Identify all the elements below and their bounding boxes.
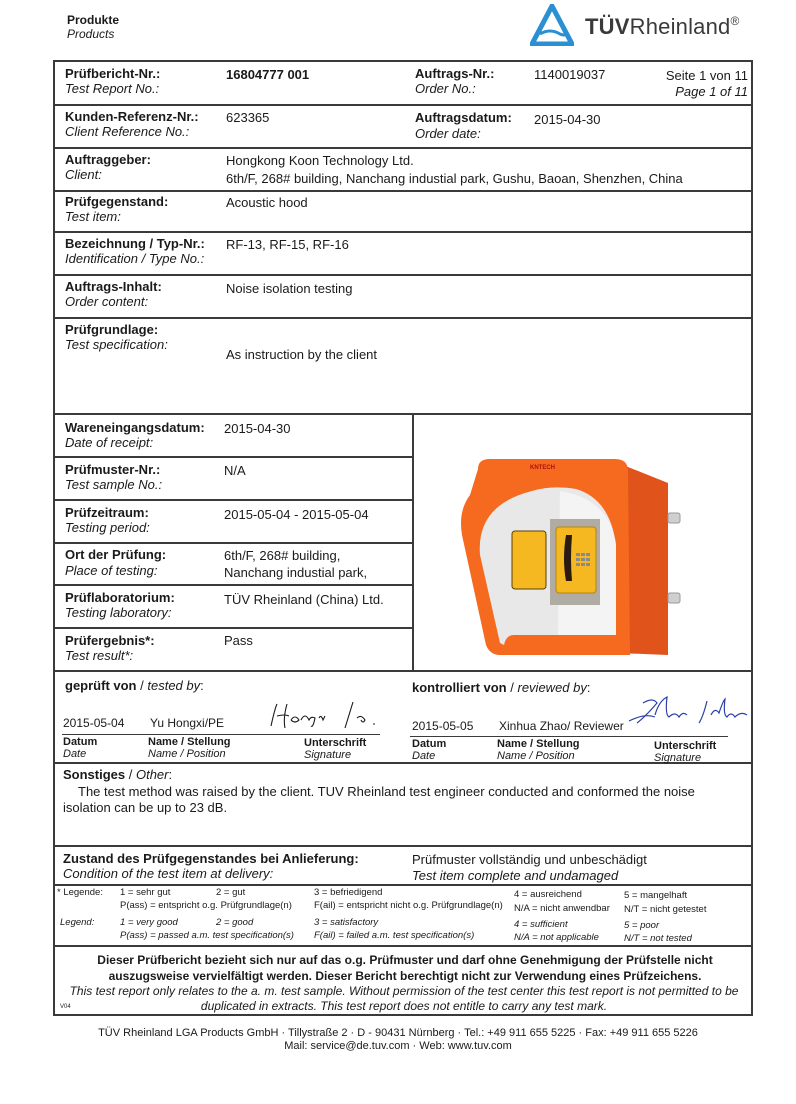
- result-value: Pass: [224, 633, 253, 648]
- footer-address: TÜV Rheinland LGA Products GmbH · Tillystraße 2 · D - 90431 Nürnberg · Tel.: +49 911 655 5225 · Fax: +49 911 655 5226: [98, 1027, 698, 1039]
- other-title: Sonstiges / Other:: [63, 767, 173, 782]
- divider: [53, 584, 413, 586]
- division-label-de: Produkte: [67, 13, 120, 27]
- test-item-label-en: Test item:: [65, 209, 121, 224]
- footer-contact: Mail: service@de.tuv.com · Web: www.tuv.com: [284, 1040, 512, 1052]
- report-no-label-de: Prüfbericht-Nr.:: [65, 66, 161, 81]
- divider: [53, 274, 753, 276]
- period-label-de: Prüfzeitraum:: [65, 505, 149, 520]
- col-date-de: Datum: [63, 736, 98, 748]
- col-date-en: Date: [63, 748, 87, 760]
- logo-regular-text: Rheinland: [629, 14, 731, 39]
- legend-item: N/A = not applicable: [514, 932, 599, 943]
- lab-label-de: Prüflaboratorium:: [65, 590, 175, 605]
- legend-item: 3 = befriedigend: [314, 887, 383, 898]
- legend-item: N/T = not tested: [624, 933, 692, 944]
- place-label-de: Ort der Prüfung:: [65, 547, 167, 562]
- legend-item: 2 = good: [216, 917, 254, 928]
- disclaimer-de-line1: Dieser Prüfbericht bezieht sich nur auf das o.g. Prüfmuster und darf ohne Genehmigung der Prüfstelle nicht: [97, 953, 713, 967]
- page-indicator-en: Page 1 of 11: [675, 84, 748, 99]
- col-name-de: Name / Stellung: [148, 736, 231, 748]
- divider: [53, 670, 753, 672]
- reviewed-by-en: reviewed by: [517, 680, 587, 695]
- form-version: V04: [60, 1004, 71, 1010]
- sample-label-en: Test sample No.:: [65, 477, 163, 492]
- order-content-label-de: Auftrags-Inhalt:: [65, 279, 162, 294]
- legend-item: 4 = ausreichend: [514, 889, 582, 900]
- col-signature-en: Signature: [304, 749, 352, 761]
- place-value-line2: Nanchang industial park,: [224, 565, 368, 580]
- divider: [53, 317, 753, 319]
- client-label-de: Auftraggeber:: [65, 152, 151, 167]
- order-content-label-en: Order content:: [65, 294, 149, 309]
- period-value: 2015-05-04 - 2015-05-04: [224, 507, 369, 522]
- divider: [53, 945, 753, 947]
- order-date-label-de: Auftragsdatum:: [415, 110, 512, 125]
- condition-value-de: Prüfmuster vollständig und unbeschädigt: [412, 852, 647, 867]
- type-value: RF-13, RF-15, RF-16: [226, 237, 349, 252]
- legend-item: 4 = sufficient: [514, 919, 568, 930]
- col-signature-de: Unterschrift: [654, 740, 717, 752]
- divider: [53, 499, 413, 501]
- division-label-en: Products: [67, 27, 115, 41]
- legend-item: P(ass) = entspricht o.g. Prüfgrundlage(n): [120, 900, 292, 911]
- order-no-label-en: Order No.:: [415, 81, 476, 96]
- other-text-line2: isolation can be up to 23 dB.: [63, 800, 228, 815]
- tested-name: Yu Hongxi/PE: [150, 716, 225, 730]
- legend-item: 3 = satisfactory: [314, 917, 379, 928]
- type-label-en: Identification / Type No.:: [65, 251, 205, 266]
- test-item-label-de: Prüfgegenstand:: [65, 194, 169, 209]
- disclaimer-de: [60, 952, 750, 984]
- reviewed-by-title: kontrolliert von / reviewed by:: [412, 680, 591, 695]
- legend-item: F(ail) = entspricht nicht o.g. Prüfgrundlage(n): [314, 900, 503, 911]
- page-indicator-de: Seite 1 von 11: [665, 68, 748, 83]
- legend-item: 5 = mangelhaft: [624, 890, 688, 901]
- disclaimer-de-line2: auszugsweise vervielfältigt werden. Dieser Bericht berechtigt nicht zur Verwendung eines Prüfzeichens.: [108, 969, 702, 983]
- report-no-label-en: Test Report No.:: [65, 81, 160, 96]
- client-name: Hongkong Koon Technology Ltd.: [226, 153, 414, 168]
- divider: [412, 413, 414, 670]
- divider: [53, 845, 753, 847]
- client-ref-label-de: Kunden-Referenz-Nr.:: [65, 109, 199, 124]
- logo-bold-text: TÜV: [585, 14, 630, 39]
- other-text-line1: The test method was raised by the client. TUV Rheinland test engineer conducted and conformed the noise: [78, 784, 695, 799]
- reviewed-name: Xinhua Zhao/ Reviewer: [499, 719, 624, 733]
- product-image: [440, 455, 690, 655]
- place-label-en: Place of testing:: [65, 563, 158, 578]
- tuv-rheinland-logo: [585, 14, 740, 40]
- other-title-de: Sonstiges: [63, 767, 126, 782]
- legend-item: 1 = sehr gut: [120, 887, 171, 898]
- legend-title-de: * Legende:: [57, 887, 103, 898]
- tested-signature: [265, 698, 385, 732]
- disclaimer-en: [56, 984, 752, 1014]
- col-signature-en: Signature: [654, 752, 702, 764]
- reviewed-by-de: kontrolliert von: [412, 680, 507, 695]
- lab-label-en: Testing laboratory:: [65, 605, 172, 620]
- legend-item: N/T = nicht getestet: [624, 904, 707, 915]
- legend-item: 1 = very good: [120, 917, 178, 928]
- tested-by-title: geprüft von / tested by:: [65, 678, 204, 693]
- disclaimer-en-line2: duplicated in extracts. This test report does not entitle to carry any test mark.: [200, 999, 608, 1013]
- reviewed-signature: [625, 693, 755, 727]
- order-no-label-de: Auftrags-Nr.:: [415, 66, 495, 81]
- col-name-en: Name / Position: [148, 748, 226, 760]
- signature-line: [410, 736, 728, 737]
- receipt-label-en: Date of receipt:: [65, 435, 154, 450]
- divider: [53, 190, 753, 192]
- tuv-triangle-icon: [530, 4, 574, 46]
- col-signature-de: Unterschrift: [304, 737, 367, 749]
- condition-value-en: Test item complete and undamaged: [412, 868, 619, 883]
- lab-value: TÜV Rheinland (China) Ltd.: [224, 592, 384, 607]
- col-date-en: Date: [412, 750, 436, 762]
- period-label-en: Testing period:: [65, 520, 150, 535]
- client-label-en: Client:: [65, 167, 102, 182]
- sample-value: N/A: [224, 463, 246, 478]
- sample-label-de: Prüfmuster-Nr.:: [65, 462, 161, 477]
- order-no-value: 1140019037: [534, 67, 606, 82]
- divider: [53, 627, 413, 629]
- other-title-en: Other: [135, 767, 169, 782]
- receipt-label-de: Wareneingangsdatum:: [65, 420, 205, 435]
- divider: [53, 413, 753, 415]
- col-date-de: Datum: [412, 738, 447, 750]
- divider: [53, 884, 753, 886]
- client-ref-value: 623365: [226, 110, 270, 125]
- test-item-value: Acoustic hood: [226, 195, 308, 210]
- result-label-de: Prüfergebnis*:: [65, 633, 155, 648]
- report-no-value: 16804777 001: [226, 67, 310, 82]
- legend-item: 2 = gut: [216, 887, 246, 898]
- test-spec-label-de: Prüfgrundlage:: [65, 322, 159, 337]
- receipt-value: 2015-04-30: [224, 421, 291, 436]
- product-brand-mark: KNTECH: [530, 465, 555, 471]
- client-ref-label-en: Client Reference No.:: [65, 124, 190, 139]
- divider: [53, 147, 753, 149]
- divider: [53, 231, 753, 233]
- divider: [53, 104, 753, 106]
- tested-by-en: tested by: [147, 678, 201, 693]
- client-address: 6th/F, 268# building, Nanchang industial park, Gushu, Baoan, Shenzhen, China: [226, 171, 683, 186]
- test-spec-value: As instruction by the client: [226, 347, 378, 362]
- condition-label-de: Zustand des Prüfgegenstandes bei Anlieferung:: [63, 851, 359, 866]
- divider: [53, 542, 413, 544]
- registered-mark: ®: [730, 14, 740, 28]
- legend-title-en: Legend:: [60, 917, 95, 928]
- legend-item: 5 = poor: [624, 920, 660, 931]
- tested-date: 2015-05-04: [63, 716, 125, 730]
- order-date-label-en: Order date:: [415, 126, 481, 141]
- result-label-en: Test result*:: [65, 648, 134, 663]
- divider: [53, 762, 753, 764]
- disclaimer-en-line1: This test report only relates to the a. m. test sample. Without permission of the test center this test report is not permitted to be: [69, 984, 739, 998]
- type-label-de: Bezeichnung / Typ-Nr.:: [65, 236, 205, 251]
- reviewed-date: 2015-05-05: [412, 719, 474, 733]
- legend-item: F(ail) = failed a.m. test specification(s): [314, 930, 475, 941]
- col-name-de: Name / Stellung: [497, 738, 580, 750]
- col-name-en: Name / Position: [497, 750, 575, 762]
- condition-label-en: Condition of the test item at delivery:: [63, 866, 274, 881]
- legend-item: P(ass) = passed a.m. test specification(s): [120, 930, 294, 941]
- legend-item: N/A = nicht anwendbar: [514, 903, 610, 914]
- test-spec-label-en: Test specification:: [65, 337, 168, 352]
- tested-by-de: geprüft von: [65, 678, 137, 693]
- order-date-value: 2015-04-30: [534, 112, 601, 127]
- divider: [53, 456, 413, 458]
- order-content-value: Noise isolation testing: [226, 281, 353, 296]
- place-value-line1: 6th/F, 268# building,: [224, 548, 341, 563]
- signature-line: [62, 734, 380, 735]
